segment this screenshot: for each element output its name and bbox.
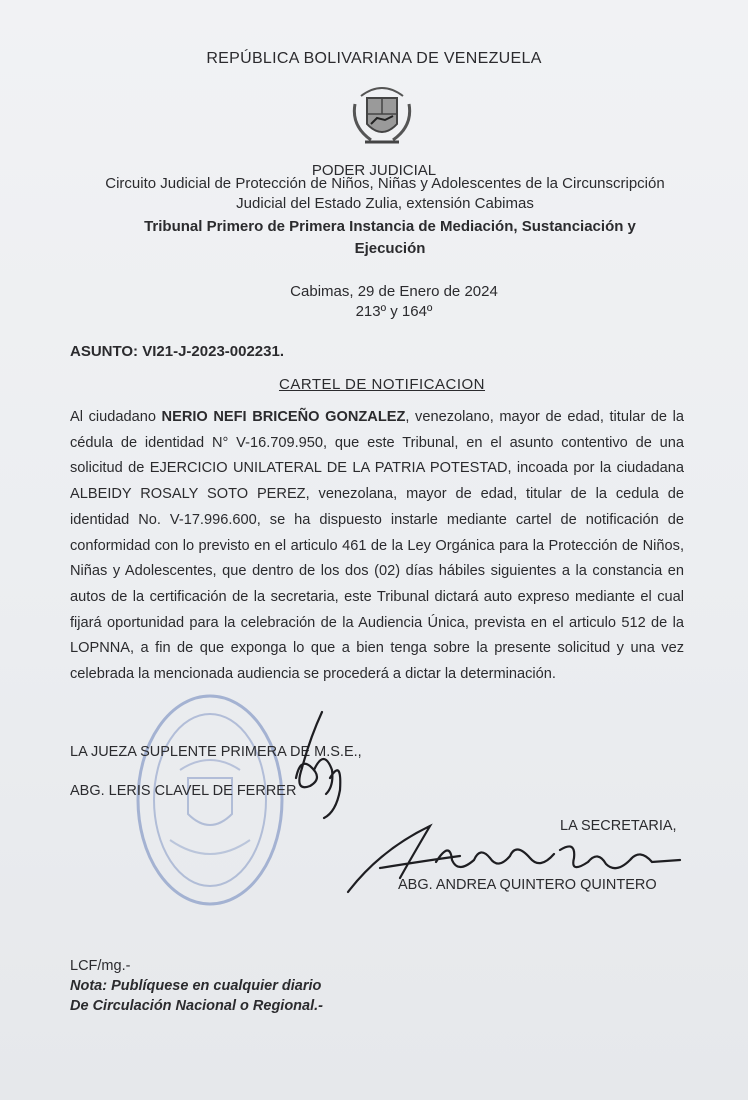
- body-intro: Al ciudadano: [70, 409, 162, 425]
- note-line-2: De Circulación Nacional o Regional.-: [70, 998, 323, 1014]
- years-line: 213º y 164º: [355, 303, 433, 320]
- judge-title: LA JUEZA SUPLENTE PRIMERA DE M.S.E.,: [70, 744, 362, 760]
- body-paragraph: [70, 405, 684, 688]
- court-stamp-icon: [130, 690, 290, 910]
- document-title: [8, 376, 748, 393]
- judge-signature-icon: [280, 708, 350, 823]
- secretary-name: ABG. ANDREA QUINTERO QUINTERO: [398, 877, 657, 893]
- coat-of-arms-icon: [347, 78, 417, 152]
- initials: LCF/mg.-: [70, 958, 131, 974]
- republic-heading: REPÚBLICA BOLIVARIANA DE VENEZUELA: [206, 50, 542, 67]
- circuito-line-2: Judicial del Estado Zulia, extensión Cabimas: [236, 195, 534, 212]
- asunto-line: ASUNTO: VI21-J-2023-002231.: [70, 343, 284, 360]
- tribunal-heading: [30, 216, 748, 260]
- circuito-heading: [20, 174, 748, 214]
- tribunal-line-1: Tribunal Primero de Primera Instancia de Mediación, Sustanciación y: [144, 218, 636, 235]
- judge-name: ABG. LERIS CLAVEL DE FERRER: [70, 783, 297, 799]
- note-line-1: Nota: Publíquese en cualquier diario: [70, 978, 322, 994]
- circuito-line-1: Circuito Judicial de Protección de Niños, Niñas y Adolescentes de la Circunscripción: [105, 175, 665, 192]
- body-text: , venezolano, mayor de edad, titular de la cédula de identidad N° V-16.709.950, que este Tribunal, en el asunto contentivo de una solicitud de EJERCICIO UNILATERAL DE LA PATRIA POTESTAD, incoada por la ciudadana ALBEIDY ROSALY SOTO PEREZ, venezolana, mayor de edad, titular de la cedula de identidad No. V-17.996.600, se ha dispuesto instarle mediante cartel de notificación de conformidad con lo previsto en el articulo 461 de la Ley Orgánica para la Protección de Niños, Niñas y Adolescentes, que dentro de los dos (02) días hábiles siguientes a la constancia en autos de la certificación de la secretaria, este Tribunal dictará auto expreso mediante el cual fijará oportunidad para la celebración de la Audiencia Única, prevista en el articulo 512 de la LOPNNA, a fin de que exponga lo que a bien tenga sobre la presente solicitud y una vez celebrada la mencionada audiencia se procederá a dictar la determinación.: [70, 409, 684, 683]
- secretary-title: LA SECRETARIA,: [560, 818, 677, 834]
- document-title-text: CARTEL DE NOTIFICACION: [278, 376, 486, 393]
- date-line: Cabimas, 29 de Enero de 2024: [290, 283, 498, 300]
- body-name: NERIO NEFI BRICEÑO GONZALEZ: [161, 409, 406, 425]
- poder-judicial: PODER JUDICIAL: [311, 162, 437, 179]
- date-block: [20, 282, 748, 322]
- tribunal-line-2: Ejecución: [354, 240, 426, 257]
